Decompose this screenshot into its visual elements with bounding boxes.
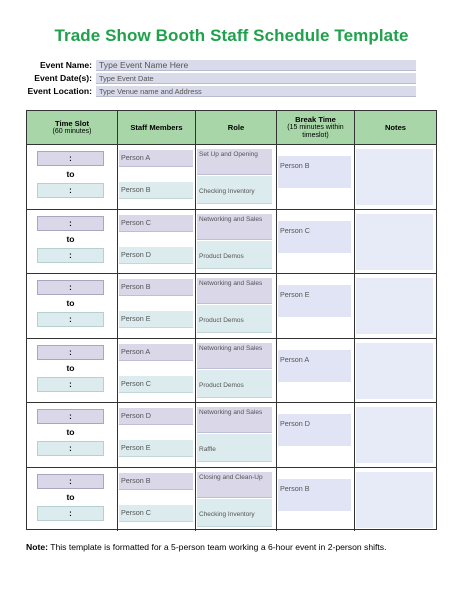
break-time-field[interactable]: Person C	[278, 221, 351, 253]
staff-member-2-field[interactable]: Person C	[119, 505, 193, 522]
staff-member-2-field[interactable]: Person B	[119, 182, 193, 199]
break-time-field[interactable]: Person B	[278, 156, 351, 188]
schedule-row	[27, 402, 436, 467]
time-end-field[interactable]: :	[37, 248, 104, 263]
schedule-row	[27, 209, 436, 274]
event-location-label: Event Location:	[27, 86, 92, 96]
event-name-label: Event Name:	[39, 60, 92, 70]
footer-note-text: This template is formatted for a 5-person team working a 6-hour event in 2-person shifts.	[47, 542, 387, 552]
time-start-field[interactable]: :	[37, 409, 104, 424]
event-dates-field[interactable]: Type Event Date	[96, 73, 416, 84]
header-break-label: Break Time	[295, 115, 336, 124]
footer-note	[26, 542, 446, 552]
notes-field[interactable]	[356, 472, 433, 528]
header-break	[277, 111, 355, 144]
time-to-label: to	[66, 362, 75, 373]
time-end-field[interactable]: :	[37, 441, 104, 456]
role-1-field[interactable]: Set Up and Opening	[197, 149, 272, 175]
header-notes-label: Notes	[384, 123, 407, 132]
event-name-field[interactable]: Type Event Name Here	[96, 60, 416, 71]
schedule-row	[27, 144, 436, 209]
notes-field[interactable]	[356, 407, 433, 463]
role-2-field[interactable]: Product Demos	[197, 370, 272, 398]
role-1-field[interactable]: Networking and Sales	[197, 214, 272, 240]
header-break-sub: (15 minutes within timeslot)	[287, 124, 344, 139]
notes-field[interactable]	[356, 149, 433, 205]
break-time-field[interactable]: Person B	[278, 479, 351, 511]
role-1-field[interactable]: Closing and Clean-Up	[197, 472, 272, 498]
staff-member-1-field[interactable]: Person B	[119, 473, 193, 490]
header-staff-label: Staff Members	[130, 123, 183, 132]
staff-member-1-field[interactable]: Person C	[119, 215, 193, 232]
header-time-slot-sub: (60 minutes)	[52, 128, 92, 135]
schedule-table	[26, 110, 437, 530]
staff-member-2-field[interactable]: Person C	[119, 376, 193, 393]
staff-member-2-field[interactable]: Person E	[119, 311, 193, 328]
role-2-field[interactable]: Product Demos	[197, 241, 272, 269]
header-time-slot	[27, 111, 118, 144]
header-time-slot-label: Time Slot	[54, 119, 90, 128]
event-location-field[interactable]: Type Venue name and Address	[96, 86, 416, 97]
staff-member-1-field[interactable]: Person A	[119, 150, 193, 167]
header-staff	[118, 111, 196, 144]
time-to-label: to	[66, 298, 75, 308]
staff-member-2-field[interactable]: Person E	[119, 440, 193, 457]
time-end-field[interactable]: :	[37, 377, 104, 392]
role-1-field[interactable]: Networking and Sales	[197, 343, 272, 369]
role-1-field[interactable]: Networking and Sales	[197, 278, 272, 304]
time-start-field[interactable]: :	[37, 345, 104, 360]
time-to-label: to	[66, 233, 75, 244]
event-location-row	[0, 85, 416, 97]
time-end-field[interactable]: :	[37, 506, 104, 521]
break-time-field[interactable]: Person A	[278, 350, 351, 382]
time-start-field[interactable]: :	[37, 280, 104, 295]
role-2-field[interactable]: Checking Inventory	[197, 176, 272, 204]
event-dates-row	[0, 72, 416, 84]
schedule-row	[27, 338, 436, 403]
staff-member-1-field[interactable]: Person D	[119, 408, 193, 425]
header-role	[196, 111, 277, 144]
time-to-label: to	[66, 427, 75, 437]
time-end-field[interactable]: :	[37, 312, 104, 327]
schedule-row	[27, 273, 436, 338]
footer-note-label: Note:	[26, 542, 48, 552]
schedule-row	[27, 467, 436, 532]
break-time-field[interactable]: Person D	[278, 414, 351, 446]
staff-member-2-field[interactable]: Person D	[119, 247, 193, 264]
notes-field[interactable]	[356, 278, 433, 334]
staff-member-1-field[interactable]: Person B	[119, 279, 193, 296]
notes-field[interactable]	[356, 343, 433, 399]
time-to-label: to	[66, 169, 75, 179]
event-name-row	[0, 59, 416, 71]
header-role-label: Role	[227, 123, 245, 132]
role-2-field[interactable]: Raffle	[197, 434, 272, 462]
header-notes	[355, 111, 436, 144]
break-time-field[interactable]: Person E	[278, 285, 351, 317]
document-title: Trade Show Booth Staff Schedule Template	[54, 26, 409, 45]
staff-member-1-field[interactable]: Person A	[119, 344, 193, 361]
event-dates-label: Event Date(s):	[34, 73, 92, 83]
time-start-field[interactable]: :	[37, 151, 104, 166]
time-start-field[interactable]: :	[37, 216, 104, 231]
time-start-field[interactable]: :	[37, 474, 104, 489]
role-1-field[interactable]: Networking and Sales	[197, 407, 272, 433]
role-2-field[interactable]: Checking Inventory	[197, 499, 272, 527]
role-2-field[interactable]: Product Demos	[197, 305, 272, 333]
time-to-label: to	[66, 491, 75, 502]
notes-field[interactable]	[356, 214, 433, 270]
time-end-field[interactable]: :	[37, 183, 104, 198]
